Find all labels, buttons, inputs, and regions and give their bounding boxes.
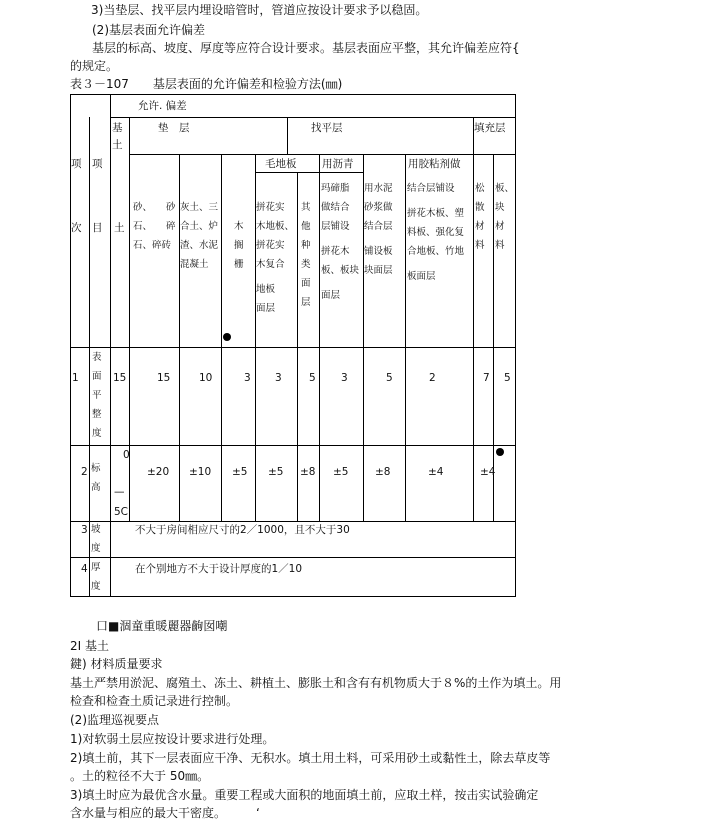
header-soil-col: 土 xyxy=(114,222,125,234)
paragraph-3: 1)对软弱土层应按设计要求进行处理。 xyxy=(70,732,275,746)
paragraph-1: 基土严禁用淤泥、腐殖土、冻土、耕植土、膨胀土和含有有机物质大于８%的土作为填土。用 xyxy=(70,676,562,690)
row4-no: 4 xyxy=(81,563,88,575)
row2-soil-bottom: 5C xyxy=(114,506,129,518)
row1-v7: 5 xyxy=(386,372,393,384)
row2-v2: ±5 xyxy=(232,466,248,478)
intro-line-1: 3)当垫层、找平层内埋设暗管时，管道应按设计要求予以稳固。 xyxy=(91,3,428,17)
row1-v3: 3 xyxy=(244,372,251,384)
row1-v5: 5 xyxy=(309,372,316,384)
header-item-no: 项 xyxy=(71,158,82,170)
paragraph-6: 3)填土时应为最优含水量。重要工程或大面积的地面填土前，应取土样，按击实试验确定 xyxy=(70,788,539,802)
col-sand: 砂、 石、 石、碎砖 xyxy=(133,202,172,251)
paragraph-7: 含水量与相应的最大干密度。 ‘ xyxy=(70,806,260,820)
row2-v4: ±8 xyxy=(300,466,316,478)
col-lime: 灰土、三 合土、炉 渣、水泥 混凝土 xyxy=(180,202,219,270)
row2-v7: ±4 xyxy=(428,466,444,478)
col-mastic: 玛碲脂 做结合 层铺设 拼花木 板、板块 面层 xyxy=(321,183,360,301)
paragraph-4: 2)填土前，其下一层表面应干净、无积水。填土用土料，可采用砂土或黏性土，除去草皮等 xyxy=(70,751,551,765)
row4-item: 厚 度 xyxy=(91,562,101,592)
row1-v1: 15 xyxy=(157,372,171,384)
paragraph-2: 检查和检查土质记录进行控制。 xyxy=(70,694,239,708)
section-inspection: (2)监理巡视要点 xyxy=(70,713,159,727)
col-parquet: 拼花实 木地板、 拼花实 木复合 地板 面层 xyxy=(256,202,295,314)
header-item: 项 xyxy=(92,158,103,170)
header-fill: 填充层 xyxy=(474,122,506,134)
section-heading: 口■涸童重暖麗器齣囡嘲 xyxy=(96,619,228,633)
bullet-dot-2 xyxy=(496,448,504,456)
row3-no: 3 xyxy=(81,524,88,536)
row3-item: 坡 度 xyxy=(91,524,101,554)
row2-soil-top: 0 xyxy=(123,449,130,461)
row1-v6: 3 xyxy=(341,372,348,384)
row2-v3: ±5 xyxy=(268,466,284,478)
row2-v8: ±4 xyxy=(480,466,496,478)
intro-line-2: (2)基层表面允许偏差 xyxy=(92,23,205,37)
header-item-no-2: 次 xyxy=(71,222,82,234)
section-material-req: 鍵) 材料质量要求 xyxy=(70,657,163,671)
row1-v0: 15 xyxy=(113,372,127,384)
intro-line-4: 的规定。 xyxy=(70,59,119,73)
row1-v4: 3 xyxy=(275,372,282,384)
col-wood-joist: 木 搁 栅 xyxy=(234,221,244,270)
col-adhesive: 结合层铺设 拼花木板、塑 料板、强化复 合地板、竹地 板面层 xyxy=(407,183,465,282)
row1-no: 1 xyxy=(72,372,79,384)
table-caption: 表３－107 基层表面的允许偏差和检验方法(㎜) xyxy=(70,77,343,91)
row4-text: 在个别地方不大于设计厚度的1／10 xyxy=(135,563,303,575)
row2-v6: ±8 xyxy=(375,466,391,478)
col-other: 其 他 种 类 面 层 xyxy=(301,202,311,308)
row2-soil-dash: — xyxy=(114,486,125,498)
header-rough-floor: 毛地板 xyxy=(265,158,297,170)
header-glue: 用胶粘剂做 xyxy=(408,158,461,170)
col-slab: 板、 块 材 料 xyxy=(495,183,515,251)
row1-v8: 2 xyxy=(429,372,436,384)
row2-v1: ±10 xyxy=(189,466,212,478)
row2-v5: ±5 xyxy=(333,466,349,478)
header-base-soil: 基 xyxy=(112,122,123,134)
section-title-base-soil: 2I 基土 xyxy=(70,639,109,653)
header-asphalt: 用沥青 xyxy=(322,158,354,170)
row2-item: 标 高 xyxy=(91,463,101,493)
header-allow: 允许. 偏差 xyxy=(138,100,187,112)
header-leveling: 找平层 xyxy=(311,122,343,134)
col-mortar: 用水泥 砂浆做 结合层 铺设板 块面层 xyxy=(364,183,393,276)
bullet-dot xyxy=(223,333,231,341)
col-loose: 松 散 材 料 xyxy=(475,183,485,251)
row3-text: 不大于房间相应尺寸的2／1000，且不大于30 xyxy=(135,524,350,536)
row1-v9: 7 xyxy=(483,372,490,384)
row2-no: 2 xyxy=(81,466,88,478)
paragraph-5: 。土的粒径不大于 50㎜。 xyxy=(70,769,210,783)
row1-v2: 10 xyxy=(199,372,213,384)
header-cushion: 垫 层 xyxy=(158,122,190,134)
row1-item: 表 面 平 整 度 xyxy=(92,352,102,439)
header-item-2: 目 xyxy=(92,222,103,234)
row2-v0: ±20 xyxy=(147,466,170,478)
intro-line-3: 基层的标高、坡度、厚度等应符合设计要求。基层表面应平整，其允许偏差应符{ xyxy=(92,41,520,55)
header-base-soil-2: 土 xyxy=(112,139,123,151)
row1-v10: 5 xyxy=(504,372,511,384)
col-gravel: 砂 碎 xyxy=(166,202,176,232)
